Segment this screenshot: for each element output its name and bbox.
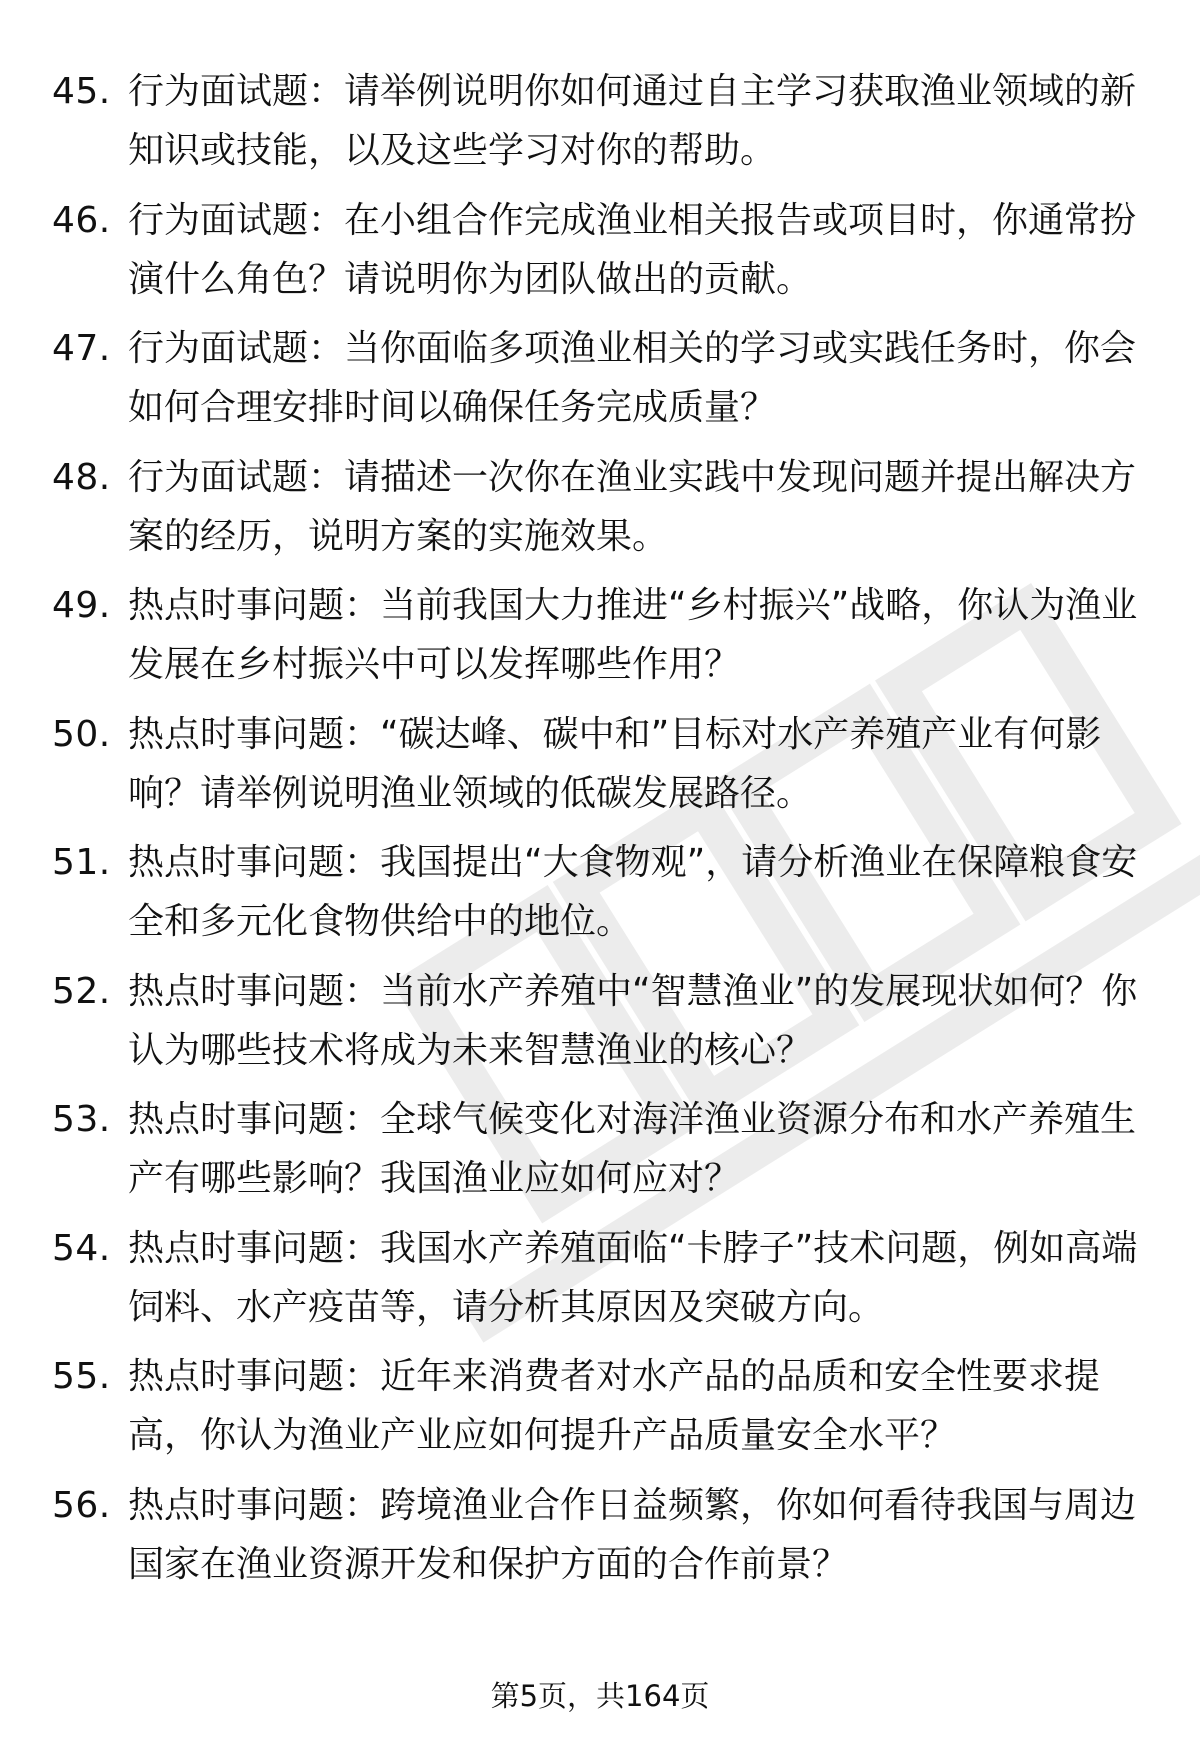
- question-text: 行为面试题：在小组合作完成渔业相关报告或项目时，你通常扮演什么角色？请说明你为团队做出的贡献。: [128, 200, 1137, 300]
- question-number: 45.: [52, 71, 111, 112]
- question-number: 51.: [52, 842, 111, 883]
- question-text: 热点时事问题：我国水产养殖面临“卡脖子”技术问题，例如高端饲料、水产疫苗等，请分析其原因及突破方向。: [128, 1228, 1138, 1328]
- question-text: 热点时事问题：“碳达峰、碳中和”目标对水产养殖产业有何影响？请举例说明渔业领域的低碳发展路径。: [128, 714, 1102, 814]
- question-number: 46.: [52, 200, 111, 241]
- question-number: 53.: [52, 1099, 111, 1140]
- question-number: 52.: [52, 971, 111, 1012]
- question-text: 热点时事问题：当前我国大力推进“乡村振兴”战略，你认为渔业发展在乡村振兴中可以发挥哪些作用？: [128, 585, 1138, 685]
- question-text: 热点时事问题：我国提出“大食物观”，请分析渔业在保障粮食安全和多元化食物供给中的地位。: [128, 842, 1138, 942]
- question-number: 50.: [52, 714, 111, 755]
- question-text: 热点时事问题：当前水产养殖中“智慧渔业”的发展现状如何？你认为哪些技术将成为未来智慧渔业的核心？: [128, 971, 1138, 1071]
- question-number: 55.: [52, 1356, 111, 1397]
- question-text: 行为面试题：请举例说明你如何通过自主学习获取渔业领域的新知识或技能，以及这些学习对你的帮助。: [128, 71, 1137, 171]
- question-number: 48.: [52, 457, 111, 498]
- question-text: 行为面试题：请描述一次你在渔业实践中发现问题并提出解决方案的经历，说明方案的实施效果。: [128, 457, 1137, 557]
- page-footer: 第5页，共164页: [490, 1679, 710, 1713]
- question-number: 54.: [52, 1228, 111, 1269]
- question-number: 49.: [52, 585, 111, 626]
- question-text: 热点时事问题：近年来消费者对水产品的品质和安全性要求提高，你认为渔业产业应如何提升产品质量安全水平？: [128, 1356, 1101, 1456]
- question-number: 47.: [52, 328, 111, 369]
- question-text: 行为面试题：当你面临多项渔业相关的学习或实践任务时，你会如何合理安排时间以确保任务完成质量？: [128, 328, 1137, 428]
- question-text: 热点时事问题：跨境渔业合作日益频繁，你如何看待我国与周边国家在渔业资源开发和保护方面的合作前景？: [128, 1485, 1137, 1585]
- question-text: 热点时事问题：全球气候变化对海洋渔业资源分布和水产养殖生产有哪些影响？我国渔业应如何应对？: [128, 1099, 1137, 1199]
- question-number: 56.: [52, 1485, 111, 1526]
